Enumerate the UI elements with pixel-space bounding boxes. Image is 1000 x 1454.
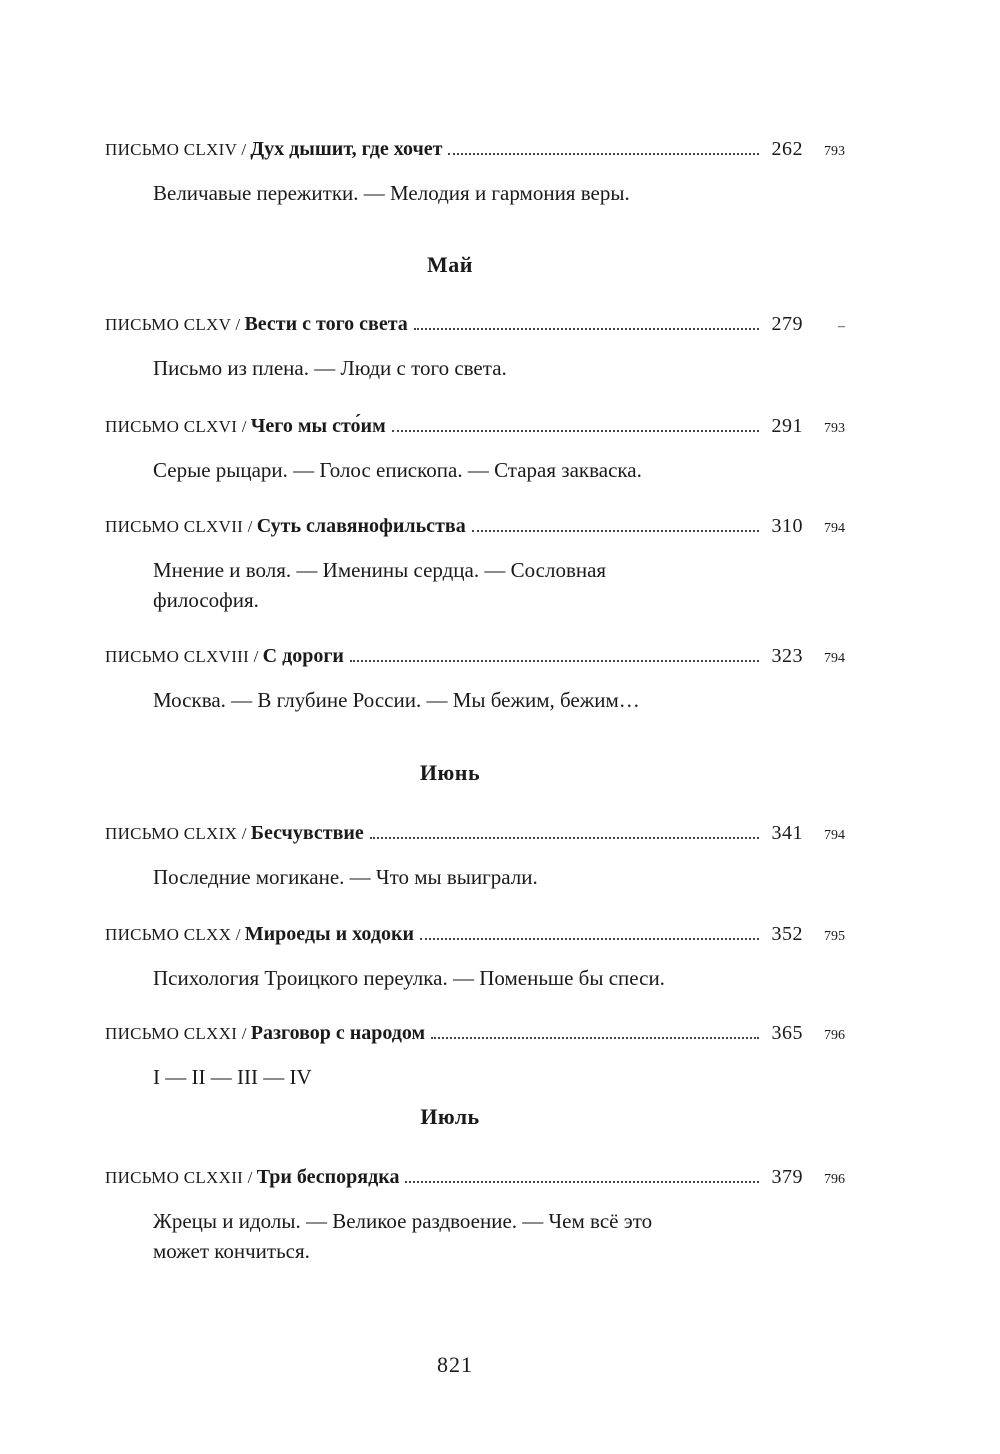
- toc-entry: [105, 1166, 845, 1266]
- letter-number: ПИСЬМО CLXXI /: [105, 1024, 247, 1043]
- section-title-june: Июнь: [419, 760, 481, 785]
- notes-page-number: 794: [824, 521, 845, 536]
- toc-entry: [105, 415, 845, 485]
- page-number: 341: [771, 822, 803, 844]
- letter-summary: Серые рыцари. — Голос епископа. — Старая закваска.: [153, 458, 642, 482]
- letter-number: ПИСЬМО CLXVII /: [105, 517, 253, 536]
- dot-leader: [414, 328, 759, 330]
- page-number: 279: [771, 313, 803, 335]
- dot-leader: [420, 938, 759, 940]
- toc-entry: [105, 515, 845, 615]
- letter-summary: Мнение и воля. — Именины сердца. — Сословная философия.: [153, 558, 607, 612]
- notes-page-number: 794: [824, 651, 845, 666]
- letter-number: ПИСЬМО CLXVI /: [105, 417, 247, 436]
- notes-page-number: 793: [824, 144, 845, 159]
- letter-title: Три беспорядка: [256, 1166, 400, 1188]
- letter-number: ПИСЬМО CLXX /: [105, 925, 241, 944]
- letter-number: ПИСЬМО CLXVIII /: [105, 647, 259, 666]
- letter-summary: Последние могикане. — Что мы выиграли.: [153, 865, 538, 889]
- page-number: 262: [771, 138, 803, 160]
- page-number: 352: [771, 923, 803, 945]
- notes-page-number: 796: [824, 1028, 845, 1043]
- toc-entry: [105, 313, 845, 383]
- letter-title: Вести с того света: [244, 313, 408, 335]
- letter-summary: Москва. — В глубине России. — Мы бежим, бежим…: [153, 688, 640, 712]
- letter-title: С дороги: [262, 645, 344, 667]
- dot-leader: [392, 430, 759, 432]
- letter-number: ПИСЬМО CLXIX /: [105, 824, 247, 843]
- letter-number: ПИСЬМО CLXIV /: [105, 140, 247, 159]
- section-title-may: Май: [427, 252, 473, 277]
- notes-page-number: –: [838, 319, 845, 334]
- letter-title: Дух дышит, где хочет: [250, 138, 443, 160]
- page-number: 379: [771, 1166, 803, 1188]
- letter-title: Мироеды и ходоки: [244, 923, 414, 945]
- toc-entry: [105, 1022, 845, 1092]
- toc-entry: [105, 822, 845, 892]
- dot-leader: [350, 660, 759, 662]
- toc-entry: [105, 923, 845, 993]
- page-number: 310: [771, 515, 803, 537]
- dot-leader: [431, 1037, 759, 1039]
- page-number: 291: [771, 415, 803, 437]
- letter-summary: I — II — III — IV: [153, 1065, 312, 1089]
- notes-page-number: 793: [824, 421, 845, 436]
- letter-title: Чего мы сто́им: [250, 415, 386, 437]
- notes-page-number: 796: [824, 1172, 845, 1187]
- notes-page-number: 794: [824, 828, 845, 843]
- letter-number: ПИСЬМО CLXXII /: [105, 1168, 253, 1187]
- letter-summary: Жрецы и идолы. — Великое раздвоение. — Чем всё это может кончиться.: [153, 1209, 653, 1263]
- notes-page-number: 795: [824, 929, 845, 944]
- letter-title: Суть славянофильства: [256, 515, 466, 537]
- page-folio: 821: [437, 1352, 473, 1377]
- section-title-july: Июль: [420, 1104, 480, 1129]
- page-number: 323: [771, 645, 803, 667]
- toc-entry: [105, 645, 845, 715]
- dot-leader: [405, 1181, 759, 1183]
- letter-number: ПИСЬМО CLXV /: [105, 315, 241, 334]
- page-number: 365: [771, 1022, 803, 1044]
- letter-summary: Письмо из плена. — Люди с того света.: [153, 356, 507, 380]
- dot-leader: [370, 837, 759, 839]
- dot-leader: [448, 153, 759, 155]
- letter-summary: Величавые пережитки. — Мелодия и гармония веры.: [153, 181, 630, 205]
- letter-title: Бесчувствие: [250, 822, 364, 844]
- letter-title: Разговор с народом: [250, 1022, 426, 1044]
- dot-leader: [472, 530, 759, 532]
- toc-entry: [105, 138, 845, 208]
- letter-summary: Психология Троицкого переулка. — Поменьше бы спеси.: [153, 966, 665, 990]
